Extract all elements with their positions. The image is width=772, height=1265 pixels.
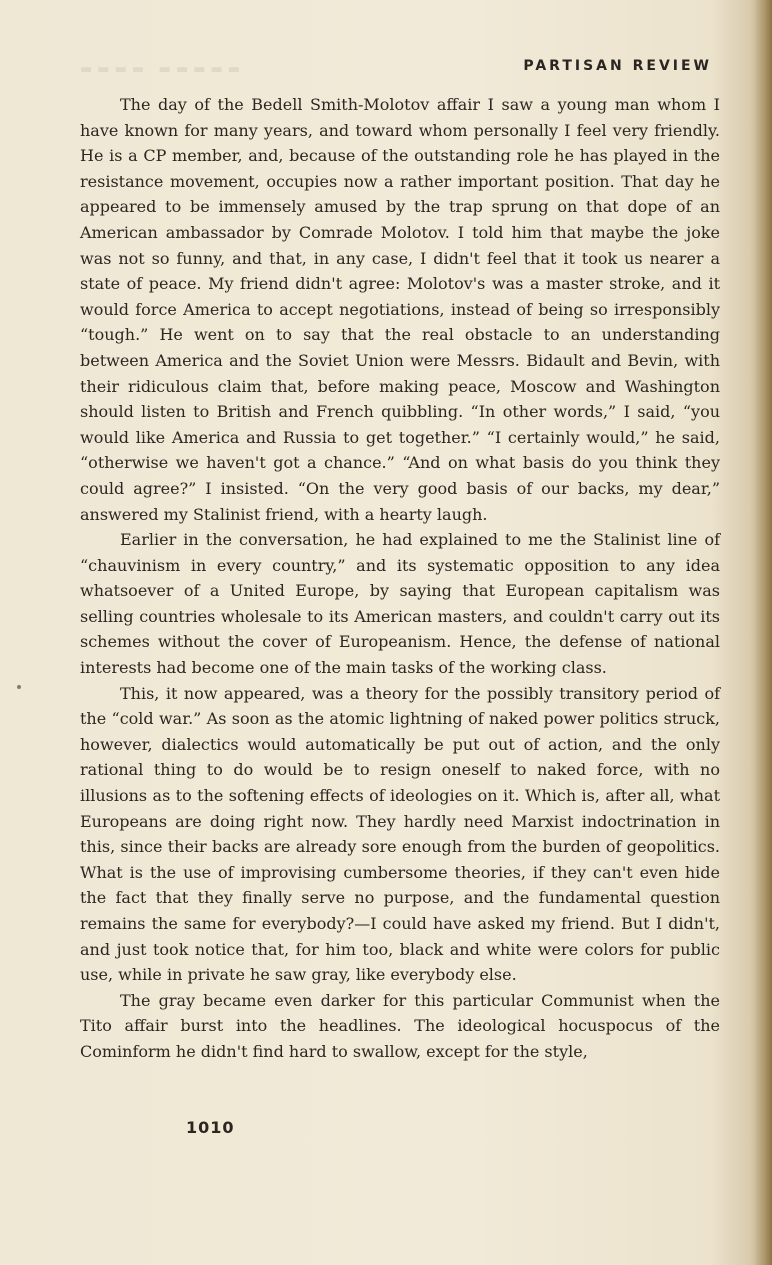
paragraph: The gray became even darker for this particular Communist when the Tito affair burst into the headlines. The ideological hocuspocus of the Cominform he didn't find hard to swallow, except for the style, — [80, 990, 720, 1061]
page-edge-shadow — [754, 0, 772, 1265]
paragraph: Earlier in the conversation, he had explained to me the Stalinist line of “chauvinism in every country,” and its systematic opposition to any idea whatsoever of a United Europe, by saying that European capitalism was selling countries wholesale to its American masters, and couldn't carry out its schemes without the cover of Europeanism. Hence, the defense of national interests had become one of the main tasks of the working class. — [80, 530, 720, 678]
bleed-through-text: ▬▬▬▬ ▬▬▬▬▬ — [80, 62, 246, 77]
running-header: PARTISAN REVIEW — [523, 58, 712, 74]
page-number: 1010 — [186, 1118, 235, 1137]
article-body — [80, 92, 720, 1065]
paragraph: This, it now appeared, was a theory for the possibly transitory period of the “cold war.” As soon as the atomic lightning of naked power politics struck, however, dialectics would automatically be put out of action, and the only rational thing to do would be to resign oneself to naked force, with no illusions as to the softening effects of ideologies on it. Which is, after all, what Europeans are doing right now. They hardly need Marxist indoctrination in this, since their backs are already sore enough from the burden of geopolitics. What is the use of improvising cumbersome theories, if they can't even hide the fact that they finally serve no purpose, and the fundamental question remains the same for everybody?—I could have asked my friend. But I didn't, and just took notice that, for him too, black and white were colors for public use, while in private he saw gray, like everybody else. — [80, 683, 720, 985]
paper-speck — [17, 685, 21, 689]
paragraph: The day of the Bedell Smith-Molotov affair I saw a young man whom I have known for many years, and toward whom personally I feel very friendly. He is a CP member, and, because of the outstanding role he has played in the resistance movement, occupies now a rather important position. That day he appeared to be immensely amused by the trap sprung on that dope of an American ambassador by Comrade Molotov. I told him that maybe the joke was not so funny, and that, in any case, I didn't feel that it took us nearer a state of peace. My friend didn't agree: Molotov's was a master stroke, and it would force America to accept negotiations, instead of being so irresponsibly “tough.” He went on to say that the real obstacle to an understanding between America and the Soviet Union were Messrs. Bidault and Bevin, with their ridiculous claim that, before making peace, Moscow and Washington should listen to British and French quibbling. “In other words,” I said, “you would like America and Russia to get together.” “I certainly would,” he said, “otherwise we haven't got a chance.” “And on what basis do you think they could agree?” I insisted. “On the very good basis of our backs, my dear,” answered my Stalinist friend, with a hearty laugh. — [80, 95, 720, 524]
